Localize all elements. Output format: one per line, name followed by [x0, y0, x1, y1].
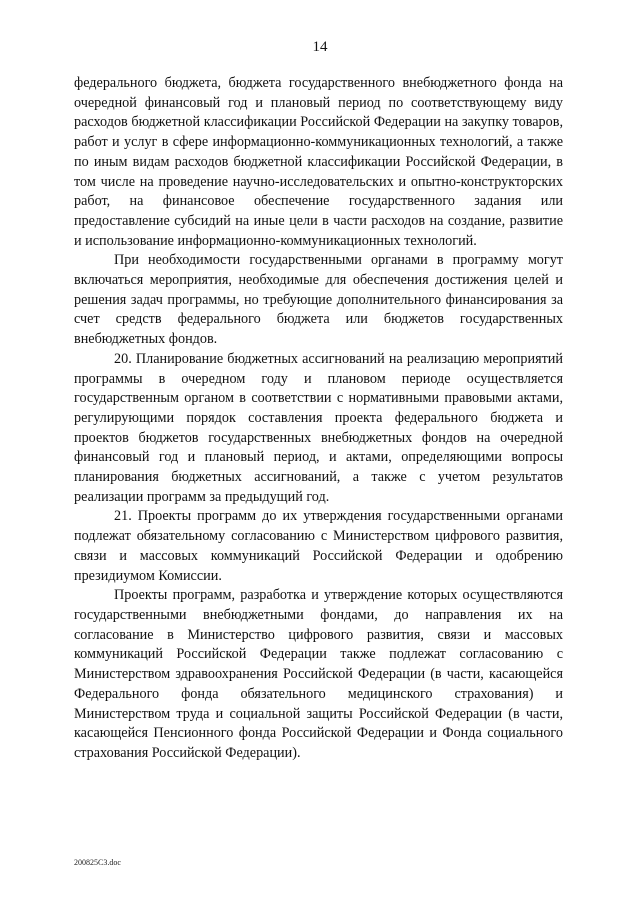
page-number: 14	[312, 39, 328, 55]
body-text	[74, 74, 563, 764]
footer-file-code: 200825C3.doc	[74, 858, 121, 867]
paragraph: При необходимости государственными органами в программу могут включаться мероприятия, необходимые для обеспечения достижения целей и решения задач программы, но требующие дополнительного финансирования за счет средств федерального бюджета или бюджетов государственных внебюджетных фондов.	[74, 252, 563, 348]
paragraph-continuation: федерального бюджета, бюджета государственного внебюджетного фонда на очередной финансовый год и плановый период по соответствующему виду расходов бюджетной классификации Российской Федерации на закупку товаров, работ и услуг в сфере информационно-коммуникационных технологий, а также по иным видам расходов бюджетной классификации Российской Федерации, в том числе на проведение научно-исследовательских и опытно-конструкторских работ, на финансовое обеспечение государственного задания или предоставление субсидий на иные цели в части расходов на создание, развитие и использование информационно-коммуникационных технологий.	[74, 75, 563, 249]
paragraph-item-20: 20. Планирование бюджетных ассигнований на реализацию мероприятий программы в очередном году и плановом периоде осуществляется государственным органом в соответствии с нормативными правовыми актами, регулирующими порядок составления проекта федерального бюджета и проектов бюджетов государственных внебюджетных фондов на очередной финансовый год и плановый период, и актами, определяющими вопросы планирования бюджетных ассигнований, а также с учетом результатов реализации программ за предыдущий год.	[74, 350, 563, 505]
paragraph: Проекты программ, разработка и утверждение которых осуществляются государственными внебюджетными фондами, до направления их на согласование в Министерство цифрового развития, связи и массовых коммуникаций Российской Федерации также подлежат согласованию с Министерством здравоохранения Российской Федерации (в части, касающейся Федерального фонда обязательного медицинского страхования) и Министерством труда и социальной защиты Российской Федерации (в части, касающейся Пенсионного фонда Российской Федерации и Фонда социального страхования Российской Федерации).	[74, 587, 563, 761]
paragraph-item-21: 21. Проекты программ до их утверждения государственными органами подлежат обязательному согласованию с Министерством цифрового развития, связи и массовых коммуникаций Российской Федерации и одобрению президиумом Комиссии.	[74, 508, 563, 584]
